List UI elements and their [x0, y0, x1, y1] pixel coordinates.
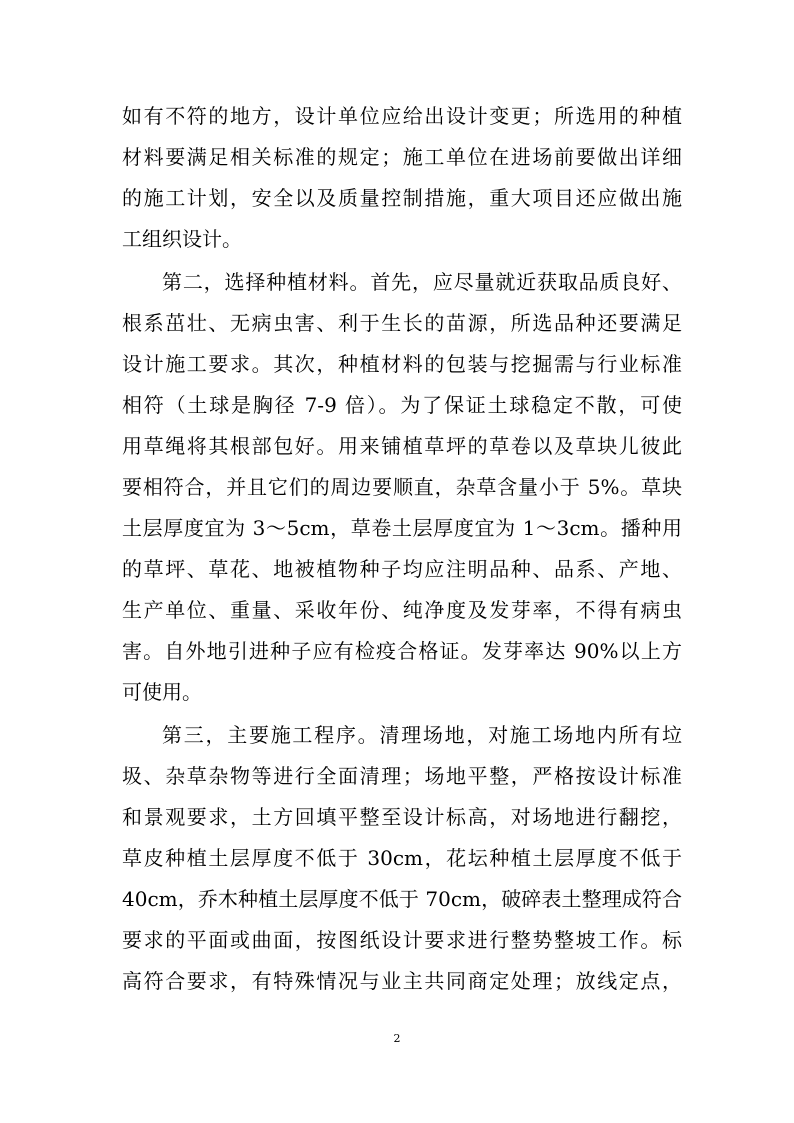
- text-line: 的施工计划，安全以及质量控制措施，重大项目还应做出施: [122, 186, 682, 210]
- text-line: 如有不符的地方，设计单位应给出设计变更；所选用的种植: [122, 104, 682, 128]
- text-line: 用草绳将其根部包好。用来铺植草坪的草卷以及草块儿彼此: [122, 434, 682, 458]
- paragraph-first-line: 第二，选择种植材料。首先，应尽量就近获取品质良好、: [162, 270, 682, 294]
- text-line: 土层厚度宜为 3～5cm，草卷土层厚度宜为 1～3cm。播种用: [122, 516, 682, 540]
- text-line: 草皮种植土层厚度不低于 30cm，花坛种植土层厚度不低于: [122, 846, 682, 870]
- text-line: 设计施工要求。其次，种植材料的包装与挖掘需与行业标准: [122, 352, 682, 376]
- text-line: 工组织设计。: [122, 227, 242, 251]
- text-line: 圾、杂草杂物等进行全面清理；场地平整，严格按设计标准: [122, 764, 682, 788]
- page-number: 2: [393, 1032, 401, 1045]
- text-line: 根系茁壮、无病虫害、利于生长的苗源，所选品种还要满足: [122, 311, 682, 335]
- text-line: 40cm，乔木种植土层厚度不低于 70cm，破碎表土整理成符合: [122, 887, 682, 911]
- text-line: 高符合要求，有特殊情况与业主共同商定处理；放线定点，: [122, 969, 682, 993]
- text-line: 可使用。: [122, 680, 202, 704]
- text-line: 和景观要求，土方回填平整至设计标高，对场地进行翻挖，: [122, 805, 682, 829]
- text-line: 要相符合，并且它们的周边要顺直，杂草含量小于 5%。草块: [122, 475, 682, 499]
- text-line: 材料要满足相关标准的规定；施工单位在进场前要做出详细: [122, 145, 682, 169]
- paragraph-first-line: 第三，主要施工程序。清理场地，对施工场地内所有垃: [162, 723, 682, 747]
- text-line: 的草坪、草花、地被植物种子均应注明品种、品系、产地、: [122, 557, 682, 581]
- text-line: 相符（土球是胸径 7-9 倍）。为了保证土球稳定不散，可使: [122, 393, 682, 417]
- text-line: 生产单位、重量、采收年份、纯净度及发芽率，不得有病虫: [122, 598, 682, 622]
- text-line: 要求的平面或曲面，按图纸设计要求进行整势整坡工作。标: [122, 928, 682, 952]
- text-line: 害。自外地引进种子应有检疫合格证。发芽率达 90%以上方: [122, 639, 682, 663]
